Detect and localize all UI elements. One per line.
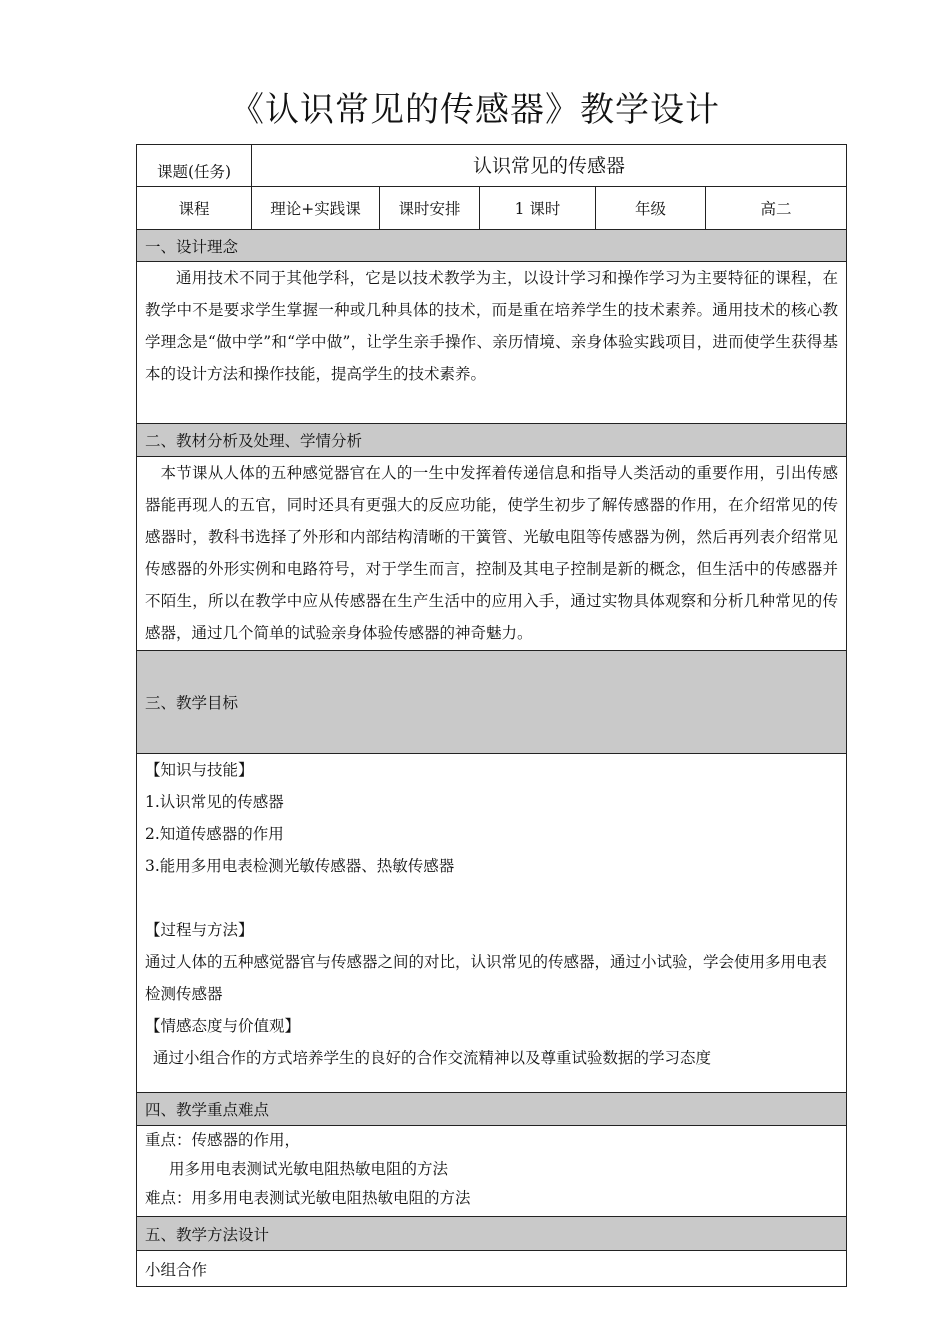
section-3-body [137, 754, 847, 1093]
section-4-heading: 四、教学重点难点 [137, 1093, 847, 1126]
topic-value: 认识常见的传感器 [252, 145, 847, 187]
section-1-body [137, 262, 847, 424]
attitude-text: 通过小组合作的方式培养学生的良好的合作交流精神以及尊重试验数据的学习态度 [153, 1049, 712, 1067]
hours-value: 1 课时 [480, 187, 596, 230]
section-5-heading: 五、教学方法设计 [137, 1217, 847, 1251]
knowledge-item-2: 2.知道传感器的作用 [145, 825, 284, 843]
material-analysis-text: 本节课从人体的五种感觉器官在人的一生中发挥着传递信息和指导人类活动的重要作用，引出传感器能再现人的五官，同时还具有更强大的反应功能，使学生初步了解传感器的作用，在介绍常见的传感器时，教科书选择了外形和内部结构清晰的干簧管、光敏电阻等传感器为例，然后再列表介绍常见传感器的外形实例和电路符号，对于学生而言，控制及其电子控制是新的概念，但生活中的传感器并不陌生，所以在教学中应从传感器在生产生活中的应用入手，通过实物具体观察和分析几种常见的传感器，通过几个简单的试验亲身体验传感器的神奇魅力。 [137, 457, 847, 651]
course-info-row [137, 187, 847, 230]
key-point-line-2: 用多用电表测试光敏电阻热敏电阻的方法 [169, 1160, 449, 1178]
topic-row [137, 145, 847, 187]
section-4-body [137, 1126, 847, 1217]
section-1-heading: 一、设计理念 [137, 230, 847, 262]
key-point-line-1: 重点：传感器的作用， [145, 1131, 301, 1149]
section-2-body [137, 457, 847, 651]
grade-value: 高二 [706, 187, 847, 230]
process-text: 通过人体的五种感觉器官与传感器之间的对比，认识常见的传感器，通过小试验，学会使用多用电表检测传感器 [145, 953, 828, 1003]
teaching-goals [137, 754, 847, 1093]
section-2-heading: 二、教材分析及处理、学情分析 [137, 424, 847, 457]
section-2-header [137, 424, 847, 457]
page-title: 《认识常见的传感器》教学设计 [230, 90, 720, 130]
grade-label: 年级 [596, 187, 706, 230]
course-value: 理论+实践课 [252, 187, 380, 230]
table-right-border [846, 144, 849, 1286]
knowledge-item-3: 3.能用多用电表检测光敏传感器、热敏传感器 [145, 857, 455, 875]
topic-label: 课题(任务) [137, 145, 252, 187]
lesson-plan-table [136, 144, 847, 1287]
difficult-point-line: 难点：用多用电表测试光敏电阻热敏电阻的方法 [145, 1189, 471, 1207]
course-label: 课程 [137, 187, 252, 230]
process-title: 【过程与方法】 [145, 921, 254, 939]
section-4-header [137, 1093, 847, 1126]
section-3-heading: 三、教学目标 [137, 651, 847, 754]
section-5-header [137, 1217, 847, 1251]
teaching-method-text: 小组合作 [137, 1251, 847, 1287]
hours-label: 课时安排 [380, 187, 480, 230]
section-1-header [137, 230, 847, 262]
section-3-header [137, 651, 847, 754]
design-concept-text: 通用技术不同于其他学科，它是以技术教学为主，以设计学习和操作学习为主要特征的课程，在教学中不是要求学生掌握一种或几种具体的技术，而是重在培养学生的技术素养。通用技术的核心教学理念是“做中学”和“学中做”，让学生亲手操作、亲历情境、亲身体验实践项目，进而使学生获得基本的设计方法和操作技能，提高学生的技术素养。 [137, 262, 847, 424]
attitude-title: 【情感态度与价值观】 [145, 1017, 301, 1035]
section-5-body [137, 1251, 847, 1287]
key-points [137, 1126, 847, 1217]
knowledge-title: 【知识与技能】 [145, 761, 254, 779]
knowledge-item-1: 1.认识常见的传感器 [145, 793, 284, 811]
